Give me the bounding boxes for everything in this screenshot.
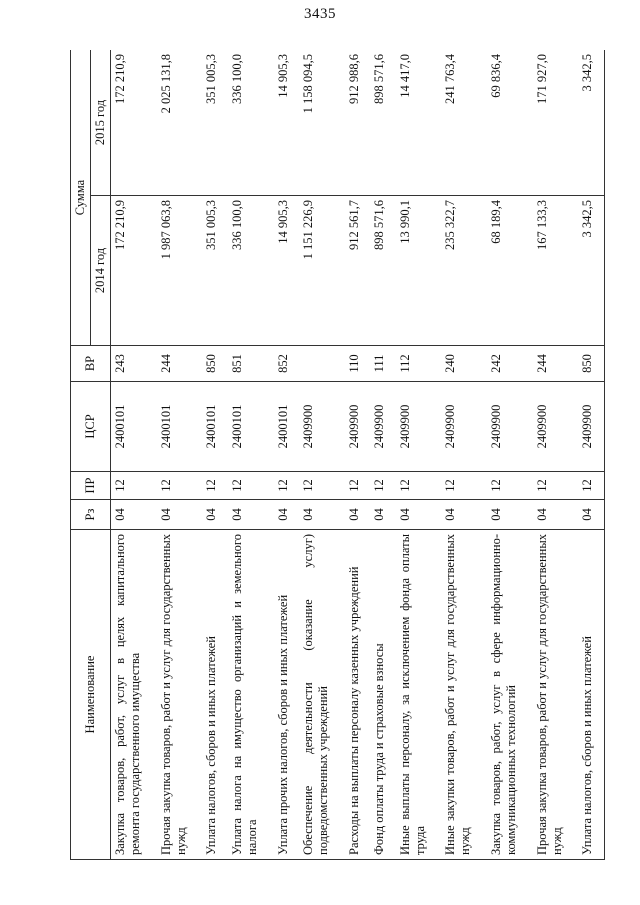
cell-csr: 2409900 [396,382,442,472]
table-body [111,50,605,860]
table-row [111,50,157,860]
cell-sum-2014: 912 561,7 [345,196,371,346]
cell-pr: 12 [111,472,157,500]
cell-name: Уплата налогов, сборов и иных платежей [578,530,604,860]
cell-name: Уплата налогов, сборов и иных платежей [202,530,228,860]
cell-csr: 2400101 [228,382,274,472]
cell-pr: 12 [202,472,228,500]
header-rz: Рз [71,500,111,530]
cell-pr: 12 [370,472,396,500]
cell-sum-2014: 336 100,0 [228,196,274,346]
cell-pr: 12 [345,472,371,500]
cell-pr: 12 [299,472,345,500]
cell-name: Закупка товаров, работ, услуг в целях капитального ремонта государственного имущества [111,530,157,860]
cell-csr: 2409900 [441,382,487,472]
table-header [71,50,111,860]
cell-sum-2014: 1 151 226,9 [299,196,345,346]
cell-rz: 04 [533,500,579,530]
cell-sum-2014: 68 189,4 [487,196,533,346]
budget-table [70,50,605,860]
cell-name: Расходы на выплаты персоналу казенных учреждений [345,530,371,860]
cell-sum-2015: 14 417,0 [396,50,442,196]
cell-vr [299,346,345,382]
header-name: Наименование [71,530,111,860]
cell-name: Уплата прочих налогов, сборов и иных платежей [274,530,300,860]
cell-rz: 04 [370,500,396,530]
cell-pr: 12 [441,472,487,500]
cell-vr: 244 [157,346,203,382]
cell-csr: 2409900 [578,382,604,472]
cell-vr: 852 [274,346,300,382]
cell-rz: 04 [202,500,228,530]
cell-vr: 240 [441,346,487,382]
cell-name: Уплата налога на имущество организаций и земельного налога [228,530,274,860]
cell-sum-2014: 14 905,3 [274,196,300,346]
cell-vr: 112 [396,346,442,382]
cell-csr: 2409900 [487,382,533,472]
table-row [533,50,579,860]
cell-name: Фонд оплаты труда и страховые взносы [370,530,396,860]
table-row [274,50,300,860]
cell-sum-2015: 69 836,4 [487,50,533,196]
cell-csr: 2400101 [202,382,228,472]
cell-name: Обеспечение деятельности (оказание услуг) подведомственных учреждений [299,530,345,860]
cell-sum-2015: 241 763,4 [441,50,487,196]
cell-rz: 04 [111,500,157,530]
header-vr: ВР [71,346,111,382]
cell-sum-2014: 351 005,3 [202,196,228,346]
cell-pr: 12 [578,472,604,500]
cell-rz: 04 [441,500,487,530]
cell-name: Иные закупки товаров, работ и услуг для государственных нужд [441,530,487,860]
cell-pr: 12 [274,472,300,500]
rotated-table-area [70,50,605,860]
cell-csr: 2409900 [370,382,396,472]
cell-csr: 2400101 [111,382,157,472]
cell-sum-2015: 171 927,0 [533,50,579,196]
table-row [396,50,442,860]
cell-vr: 850 [202,346,228,382]
cell-rz: 04 [345,500,371,530]
cell-csr: 2400101 [157,382,203,472]
cell-sum-2014: 167 133,3 [533,196,579,346]
cell-sum-2014: 1 987 063,8 [157,196,203,346]
cell-sum-2014: 13 990,1 [396,196,442,346]
header-sum: Сумма [71,50,91,346]
cell-sum-2015: 3 342,5 [578,50,604,196]
cell-csr: 2409900 [533,382,579,472]
cell-name: Прочая закупка товаров, работ и услуг для государственных нужд [533,530,579,860]
cell-vr: 111 [370,346,396,382]
cell-rz: 04 [228,500,274,530]
cell-sum-2015: 912 988,6 [345,50,371,196]
cell-csr: 2409900 [299,382,345,472]
cell-csr: 2400101 [274,382,300,472]
cell-sum-2015: 1 158 094,5 [299,50,345,196]
cell-vr: 851 [228,346,274,382]
cell-rz: 04 [299,500,345,530]
table-row [157,50,203,860]
cell-sum-2014: 898 571,6 [370,196,396,346]
cell-sum-2015: 14 905,3 [274,50,300,196]
cell-vr: 244 [533,346,579,382]
cell-vr: 242 [487,346,533,382]
cell-sum-2015: 351 005,3 [202,50,228,196]
cell-pr: 12 [487,472,533,500]
cell-rz: 04 [396,500,442,530]
cell-name: Закупка товаров, работ, услуг в сфере информационно-коммуникационных технологий [487,530,533,860]
cell-vr: 110 [345,346,371,382]
cell-csr: 2409900 [345,382,371,472]
cell-rz: 04 [578,500,604,530]
cell-sum-2015: 172 210,9 [111,50,157,196]
cell-sum-2014: 235 322,7 [441,196,487,346]
table-row [578,50,604,860]
table-row [299,50,345,860]
cell-rz: 04 [157,500,203,530]
cell-rz: 04 [274,500,300,530]
table-row [202,50,228,860]
cell-pr: 12 [396,472,442,500]
cell-sum-2015: 898 571,6 [370,50,396,196]
table-rotation-frame [70,50,605,860]
cell-vr: 850 [578,346,604,382]
header-pr: ПР [71,472,111,500]
table-row [370,50,396,860]
table-row [228,50,274,860]
cell-name: Иные выплаты персоналу, за исключением фонда оплаты труда [396,530,442,860]
cell-vr: 243 [111,346,157,382]
table-row [487,50,533,860]
cell-pr: 12 [228,472,274,500]
cell-sum-2014: 3 342,5 [578,196,604,346]
header-year-2015: 2015 год [91,50,111,196]
table-row [345,50,371,860]
header-year-2014: 2014 год [91,196,111,346]
cell-name: Прочая закупка товаров, работ и услуг для государственных нужд [157,530,203,860]
cell-sum-2015: 336 100,0 [228,50,274,196]
page-number: 3435 [304,6,336,22]
cell-pr: 12 [157,472,203,500]
header-csr: ЦСР [71,382,111,472]
cell-rz: 04 [487,500,533,530]
table-row [441,50,487,860]
cell-sum-2014: 172 210,9 [111,196,157,346]
cell-sum-2015: 2 025 131,8 [157,50,203,196]
cell-pr: 12 [533,472,579,500]
